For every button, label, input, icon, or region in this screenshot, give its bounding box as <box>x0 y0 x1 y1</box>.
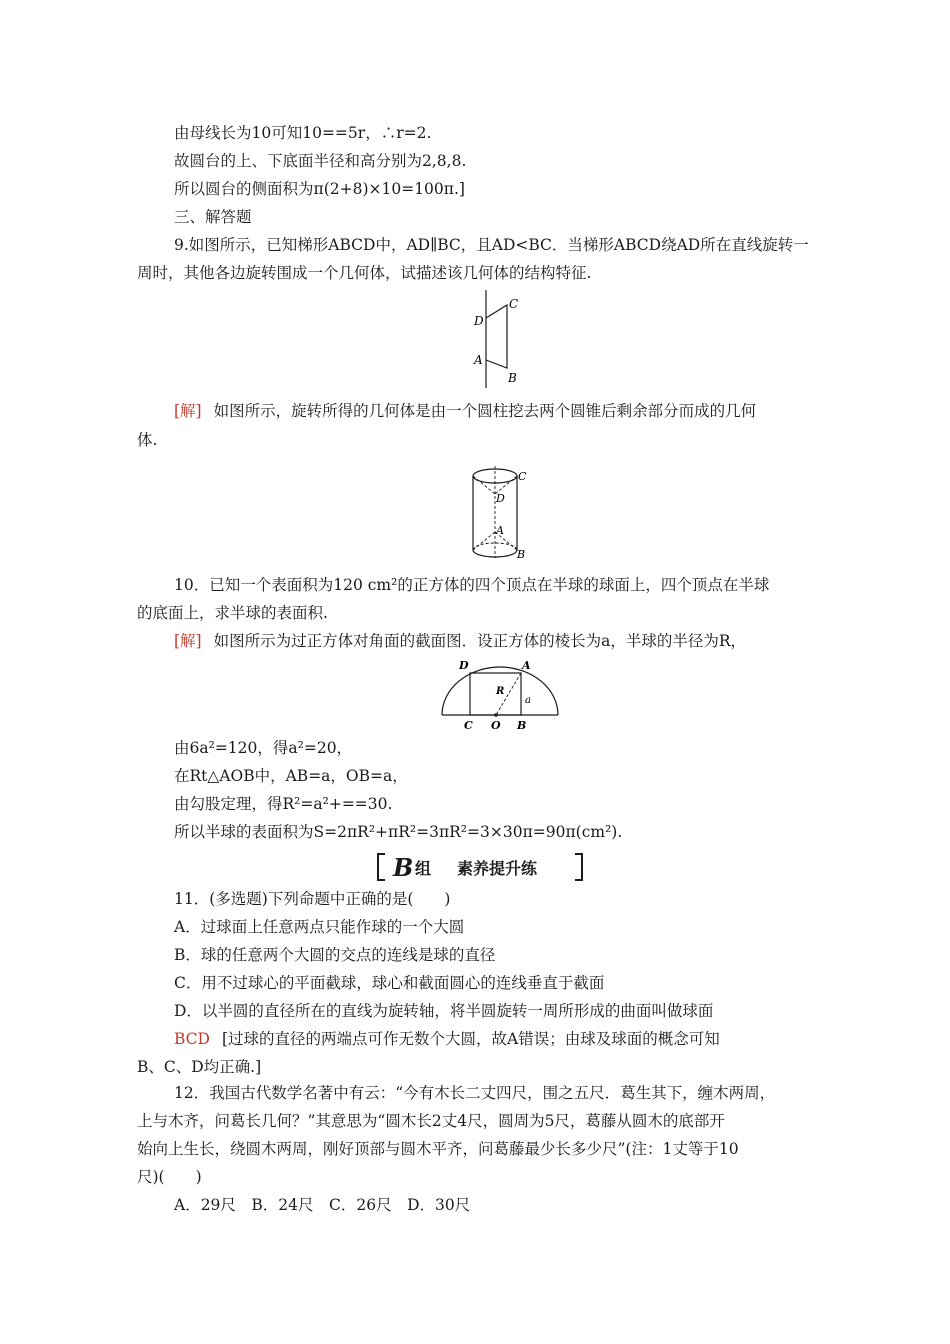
option: A．过球面上任意两点只能作球的一个大圆 <box>174 918 465 936</box>
text-line: 所以半球的表面积为S=2πR²+πR²=3πR²=3×30π=90π(cm²). <box>174 823 623 841</box>
option: C．用不过球心的平面截球，球心和截面圆心的连线垂直于截面 <box>174 974 605 992</box>
solution-text: 如图所示，旋转所得的几何体是由一个圆柱挖去两个圆锥后剩余部分而成的几何 <box>213 402 757 420</box>
text-line: 所以圆台的侧面积为π(2+8)×10=100π.] <box>174 180 465 198</box>
solution-10 <box>174 630 746 652</box>
option: D．以半圆的直径所在的直线为旋转轴，将半圆旋转一周所形成的曲面叫做球面 <box>174 1002 714 1020</box>
question-12-cont: 上与木齐，问葛长几何？”其意思为“圆木长2丈4尺，圆周为5尺，葛藤从圆木的底部开 <box>137 1112 725 1130</box>
cylinder-label: D <box>496 492 505 505</box>
trapezoid-label: B <box>508 371 517 385</box>
solution-9-cont: 体. <box>137 431 158 449</box>
hemisphere-figure <box>436 656 566 734</box>
question-12-cont: 尺)( ) <box>137 1168 202 1186</box>
text-line: 故圆台的上、下底面半径和高分别为2,8,8. <box>174 152 467 170</box>
hemisphere-label: a <box>525 695 531 706</box>
group-b-banner <box>375 852 585 882</box>
hemisphere-label: R <box>496 686 505 697</box>
solution-9 <box>174 400 756 422</box>
section-heading: 三、解答题 <box>174 208 252 226</box>
solution-text: 如图所示为过正方体对角面的截面图．设正方体的棱长为a，半球的半径为R， <box>213 632 747 650</box>
group-suffix: 组 <box>415 859 432 878</box>
cylinder-label: B <box>517 548 526 561</box>
trapezoid-figure <box>462 288 532 390</box>
cylinder-label: A <box>496 524 504 537</box>
answer-11-cont: B、C、D均正确.] <box>137 1058 262 1076</box>
text-line: 由母线长为10可知10==5r，∴r=2. <box>174 124 432 142</box>
question-12-cont: 始向上生长，绕圆木两周，刚好顶部与圆木平齐，问葛藤最少长多少尺”(注：1丈等于10 <box>137 1140 739 1158</box>
question-9-cont: 周时，其他各边旋转围成一个几何体，试描述该几何体的结构特征. <box>137 264 592 282</box>
question-11: 11．(多选题)下列命题中正确的是( ) <box>174 890 451 908</box>
trapezoid-label: A <box>474 353 483 367</box>
text-line: 在Rt△AOB中，AB=a，OB=a， <box>174 767 408 785</box>
group-letter: B <box>393 853 414 882</box>
hemisphere-label: D <box>459 659 469 672</box>
trapezoid-label: C <box>509 297 519 311</box>
hemisphere-label: A <box>522 659 531 672</box>
question-9: 9.如图所示，已知梯形ABCD中，AD∥BC，且AD<BC．当梯形ABCD绕AD所在直线旋转一 <box>174 236 809 254</box>
solution-mark: [解] <box>174 402 202 420</box>
question-12: 12．我国古代数学名著中有云：“今有木长二丈四尺，围之五尺．葛生其下，缠木两周， <box>174 1084 776 1102</box>
trapezoid-label: D <box>474 314 484 328</box>
text-line: 由勾股定理，得R²=a²+==30. <box>174 795 393 813</box>
answer-text: [过球的直径的两端点可作无数个大圆，故A错误；由球及球面的概念可知 <box>221 1030 720 1048</box>
options-12: A．29尺 B．24尺 C．26尺 D．30尺 <box>174 1196 471 1214</box>
hemisphere-label: O <box>491 719 501 732</box>
option: B．球的任意两个大圆的交点的连线是球的直径 <box>174 946 496 964</box>
answer-letters: BCD <box>174 1030 210 1048</box>
group-title: 素养提升练 <box>457 859 538 878</box>
hemisphere-label: B <box>517 719 527 732</box>
text-line: 由6a²=120，得a²=20， <box>174 739 353 757</box>
solution-mark: [解] <box>174 632 202 650</box>
hemisphere-label: C <box>464 719 473 732</box>
question-10: 10．已知一个表面积为120 cm²的正方体的四个顶点在半球的球面上，四个顶点在半球 <box>174 576 770 594</box>
answer-11 <box>174 1028 720 1050</box>
question-10-cont: 的底面上，求半球的表面积. <box>137 604 328 622</box>
cylinder-label: C <box>518 470 527 483</box>
cylinder-figure <box>460 458 540 566</box>
